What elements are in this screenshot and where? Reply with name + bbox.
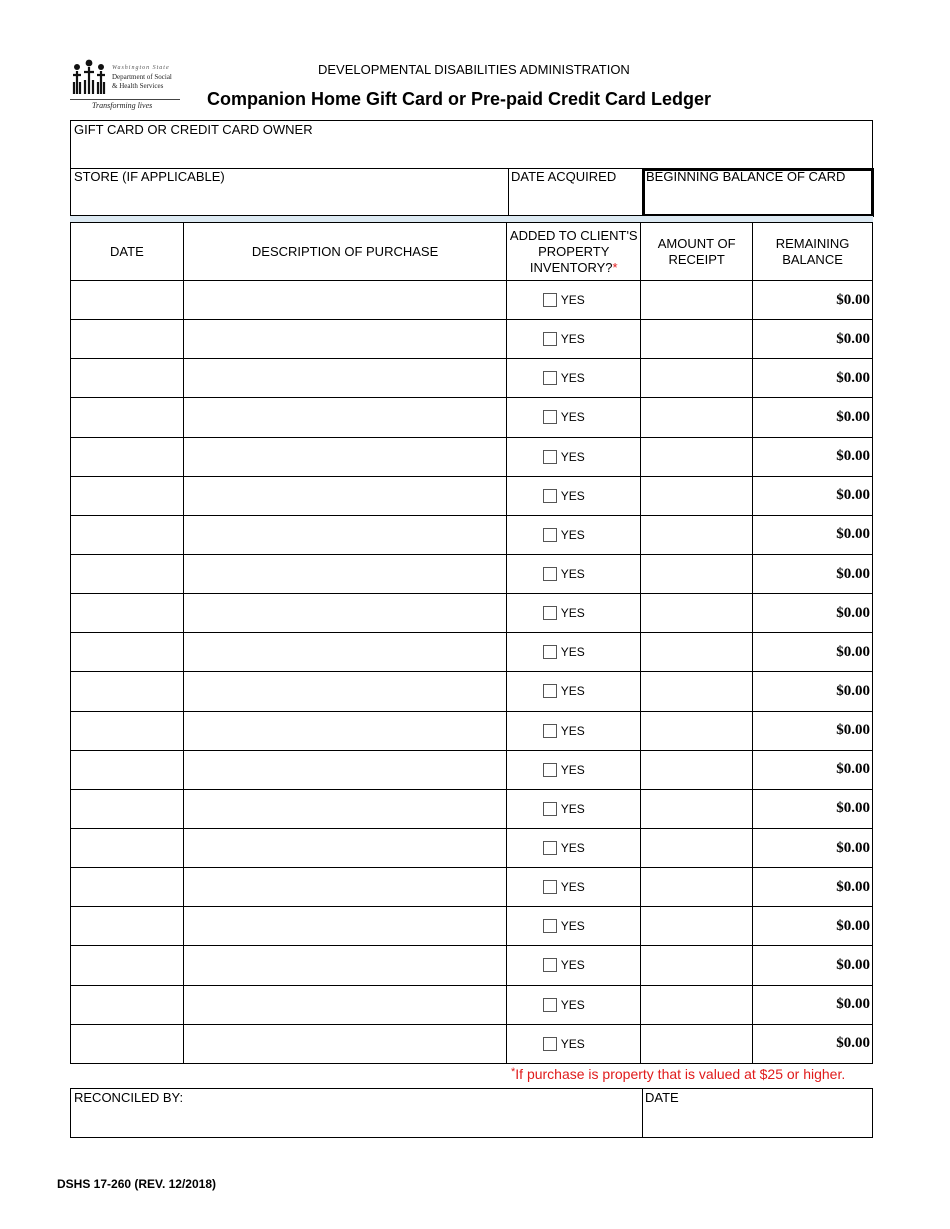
description-cell[interactable] — [183, 515, 506, 554]
remaining-balance-cell: $0.00 — [753, 711, 873, 750]
yes-label: YES — [560, 723, 585, 738]
description-cell[interactable] — [183, 476, 506, 515]
remaining-balance-cell: $0.00 — [753, 320, 873, 359]
table-row — [71, 476, 873, 515]
yes-label: YES — [560, 606, 585, 621]
amount-cell[interactable] — [641, 320, 753, 359]
logo-rule — [70, 99, 180, 100]
date-cell[interactable] — [71, 398, 184, 437]
yes-checkbox[interactable] — [543, 606, 557, 620]
col-remaining-balance: REMAINING BALANCE — [753, 223, 873, 281]
remaining-balance-cell: $0.00 — [753, 868, 873, 907]
date-cell[interactable] — [71, 985, 184, 1024]
date-cell[interactable] — [71, 1024, 184, 1063]
owner-field[interactable] — [71, 121, 874, 168]
inventory-cell — [507, 437, 641, 476]
owner-label: GIFT CARD OR CREDIT CARD OWNER — [74, 122, 313, 137]
amount-cell[interactable] — [641, 633, 753, 672]
form-id: DSHS 17-260 (REV. 12/2018) — [57, 1177, 216, 1191]
table-row — [71, 554, 873, 593]
remaining-balance-cell: $0.00 — [753, 672, 873, 711]
table-row — [71, 868, 873, 907]
date-cell[interactable] — [71, 946, 184, 985]
reconcile-section — [70, 1088, 873, 1138]
description-cell[interactable] — [183, 672, 506, 711]
yes-checkbox[interactable] — [543, 684, 557, 698]
date-cell[interactable] — [71, 828, 184, 867]
remaining-balance-cell: $0.00 — [753, 398, 873, 437]
date-cell[interactable] — [71, 359, 184, 398]
date-cell[interactable] — [71, 750, 184, 789]
table-row — [71, 281, 873, 320]
yes-checkbox[interactable] — [543, 410, 557, 424]
inventory-cell — [507, 554, 641, 593]
inventory-cell — [507, 359, 641, 398]
date-cell[interactable] — [71, 437, 184, 476]
remaining-balance-cell: $0.00 — [753, 750, 873, 789]
yes-checkbox[interactable] — [543, 841, 557, 855]
date-cell[interactable] — [71, 320, 184, 359]
table-row — [71, 946, 873, 985]
yes-label: YES — [560, 841, 585, 856]
table-row — [71, 398, 873, 437]
remaining-balance-cell: $0.00 — [753, 633, 873, 672]
yes-label: YES — [560, 371, 585, 386]
beginning-balance-field[interactable] — [642, 168, 874, 217]
inventory-cell — [507, 789, 641, 828]
yes-checkbox[interactable] — [543, 489, 557, 503]
inventory-cell — [507, 946, 641, 985]
date-cell[interactable] — [71, 868, 184, 907]
col-date: DATE — [71, 223, 184, 281]
dshs-logo — [70, 58, 180, 112]
remaining-balance-cell: $0.00 — [753, 554, 873, 593]
inventory-cell — [507, 750, 641, 789]
description-cell[interactable] — [183, 359, 506, 398]
inventory-cell — [507, 281, 641, 320]
amount-cell[interactable] — [641, 359, 753, 398]
table-row — [71, 320, 873, 359]
amount-cell[interactable] — [641, 437, 753, 476]
yes-checkbox[interactable] — [543, 567, 557, 581]
col-added-to-inventory: ADDED TO CLIENT'S PROPERTY INVENTORY?* — [507, 223, 641, 281]
yes-checkbox[interactable] — [543, 528, 557, 542]
description-cell[interactable] — [183, 594, 506, 633]
yes-label: YES — [560, 919, 585, 934]
amount-cell[interactable] — [641, 398, 753, 437]
amount-cell[interactable] — [641, 594, 753, 633]
inventory-cell — [507, 594, 641, 633]
yes-checkbox[interactable] — [543, 293, 557, 307]
yes-label: YES — [560, 527, 585, 542]
description-cell[interactable] — [183, 789, 506, 828]
store-field[interactable] — [71, 168, 508, 216]
table-row — [71, 633, 873, 672]
table-row — [71, 672, 873, 711]
amount-cell[interactable] — [641, 1024, 753, 1063]
date-cell[interactable] — [71, 476, 184, 515]
reconcile-date-label: DATE — [645, 1090, 679, 1105]
agency-name: DEVELOPMENTAL DISABILITIES ADMINISTRATION — [318, 62, 630, 77]
remaining-balance-cell: $0.00 — [753, 515, 873, 554]
logo-text: Washington State Department of Social & Health Services — [112, 65, 172, 90]
table-row — [71, 594, 873, 633]
date-cell[interactable] — [71, 594, 184, 633]
amount-cell[interactable] — [641, 554, 753, 593]
ledger-table — [70, 222, 873, 1064]
amount-cell[interactable] — [641, 868, 753, 907]
inventory-cell — [507, 907, 641, 946]
yes-label: YES — [560, 332, 585, 347]
table-row — [71, 1024, 873, 1063]
inventory-cell — [507, 398, 641, 437]
table-row — [71, 711, 873, 750]
table-row — [71, 828, 873, 867]
people-figures-icon — [70, 58, 108, 96]
yes-label: YES — [560, 997, 585, 1012]
remaining-balance-cell: $0.00 — [753, 789, 873, 828]
description-cell[interactable] — [183, 554, 506, 593]
amount-cell[interactable] — [641, 281, 753, 320]
date-cell[interactable] — [71, 554, 184, 593]
amount-cell[interactable] — [641, 476, 753, 515]
description-cell[interactable] — [183, 437, 506, 476]
description-cell[interactable] — [183, 398, 506, 437]
table-row — [71, 985, 873, 1024]
yes-checkbox[interactable] — [543, 371, 557, 385]
footnote-marker: * — [511, 1066, 516, 1078]
yes-checkbox[interactable] — [543, 998, 557, 1012]
date-cell[interactable] — [71, 711, 184, 750]
yes-label: YES — [560, 567, 585, 582]
inventory-cell — [507, 868, 641, 907]
date-cell[interactable] — [71, 633, 184, 672]
yes-checkbox[interactable] — [543, 1037, 557, 1051]
table-row — [71, 789, 873, 828]
yes-label: YES — [560, 410, 585, 425]
table-row — [71, 437, 873, 476]
description-cell[interactable] — [183, 281, 506, 320]
store-label: STORE (IF APPLICABLE) — [74, 169, 225, 184]
yes-label: YES — [560, 880, 585, 895]
description-cell[interactable] — [183, 868, 506, 907]
inventory-cell — [507, 515, 641, 554]
description-cell[interactable] — [183, 633, 506, 672]
yes-checkbox[interactable] — [543, 802, 557, 816]
yes-checkbox[interactable] — [543, 919, 557, 933]
amount-cell[interactable] — [641, 828, 753, 867]
required-marker: * — [612, 259, 618, 275]
description-cell[interactable] — [183, 946, 506, 985]
inventory-cell — [507, 320, 641, 359]
yes-checkbox[interactable] — [543, 332, 557, 346]
amount-cell[interactable] — [641, 907, 753, 946]
yes-label: YES — [560, 488, 585, 503]
amount-cell[interactable] — [641, 672, 753, 711]
description-cell[interactable] — [183, 985, 506, 1024]
amount-cell[interactable] — [641, 515, 753, 554]
yes-checkbox[interactable] — [543, 763, 557, 777]
yes-label: YES — [560, 645, 585, 660]
page-title: Companion Home Gift Card or Pre-paid Credit Card Ledger — [207, 89, 712, 109]
inventory-cell — [507, 1024, 641, 1063]
remaining-balance-cell: $0.00 — [753, 437, 873, 476]
description-cell[interactable] — [183, 828, 506, 867]
yes-label: YES — [560, 684, 585, 699]
description-cell[interactable] — [183, 320, 506, 359]
footnote: *If purchase is property that is valued at $25 or higher. — [511, 1066, 846, 1082]
remaining-balance-cell: $0.00 — [753, 359, 873, 398]
description-cell[interactable] — [183, 907, 506, 946]
amount-cell[interactable] — [641, 789, 753, 828]
inventory-cell — [507, 476, 641, 515]
date-acquired-field[interactable] — [508, 168, 642, 216]
amount-cell[interactable] — [641, 946, 753, 985]
table-row — [71, 907, 873, 946]
amount-cell[interactable] — [641, 985, 753, 1024]
remaining-balance-cell: $0.00 — [753, 907, 873, 946]
logo-tagline: Transforming lives — [92, 101, 153, 110]
date-cell[interactable] — [71, 281, 184, 320]
yes-label: YES — [560, 1036, 585, 1051]
description-cell[interactable] — [183, 750, 506, 789]
beginning-balance-label: BEGINNING BALANCE OF CARD — [646, 169, 846, 184]
inventory-cell — [507, 633, 641, 672]
col-description: DESCRIPTION OF PURCHASE — [183, 223, 506, 281]
card-info-section — [70, 120, 873, 216]
yes-label: YES — [560, 801, 585, 816]
description-cell[interactable] — [183, 1024, 506, 1063]
amount-cell[interactable] — [641, 711, 753, 750]
reconciled-by-label: RECONCILED BY: — [74, 1090, 184, 1105]
yes-checkbox[interactable] — [543, 958, 557, 972]
amount-cell[interactable] — [641, 750, 753, 789]
yes-checkbox[interactable] — [543, 645, 557, 659]
yes-label: YES — [560, 958, 585, 973]
col-amount-of-receipt: AMOUNT OF RECEIPT — [641, 223, 753, 281]
remaining-balance-cell: $0.00 — [753, 828, 873, 867]
remaining-balance-cell: $0.00 — [753, 281, 873, 320]
remaining-balance-cell: $0.00 — [753, 1024, 873, 1063]
remaining-balance-cell: $0.00 — [753, 946, 873, 985]
remaining-balance-cell: $0.00 — [753, 476, 873, 515]
inventory-cell — [507, 711, 641, 750]
yes-label: YES — [560, 293, 585, 308]
yes-checkbox[interactable] — [543, 880, 557, 894]
remaining-balance-cell: $0.00 — [753, 594, 873, 633]
yes-label: YES — [560, 762, 585, 777]
table-row — [71, 750, 873, 789]
date-acquired-label: DATE ACQUIRED — [511, 169, 617, 184]
date-cell[interactable] — [71, 907, 184, 946]
yes-label: YES — [560, 449, 585, 464]
table-row — [71, 359, 873, 398]
table-row — [71, 515, 873, 554]
description-cell[interactable] — [183, 711, 506, 750]
yes-checkbox[interactable] — [543, 450, 557, 464]
inventory-cell — [507, 672, 641, 711]
remaining-balance-cell: $0.00 — [753, 985, 873, 1024]
ledger-header-row — [71, 223, 873, 281]
date-cell[interactable] — [71, 789, 184, 828]
inventory-cell — [507, 985, 641, 1024]
date-cell[interactable] — [71, 515, 184, 554]
inventory-cell — [507, 828, 641, 867]
yes-checkbox[interactable] — [543, 724, 557, 738]
date-cell[interactable] — [71, 672, 184, 711]
